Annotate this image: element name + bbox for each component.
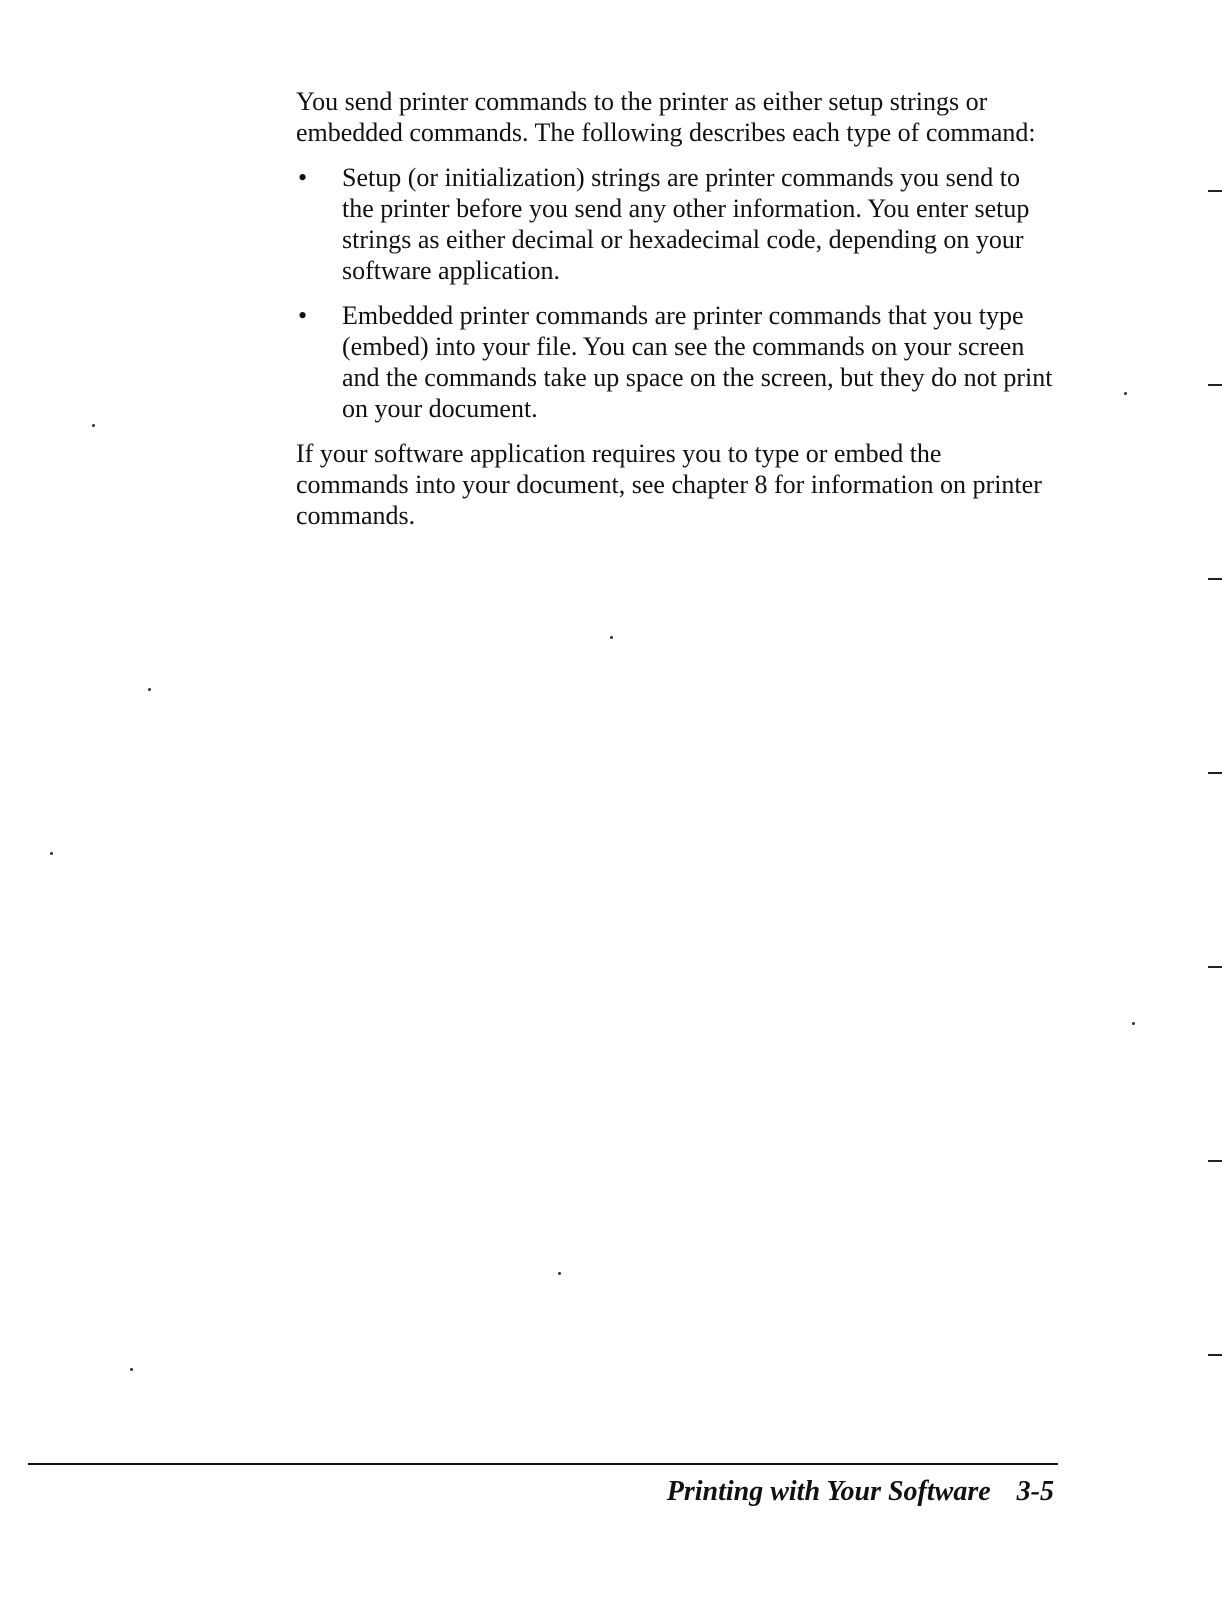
bullet-text-setup-strings: Setup (or initialization) strings are printer commands you send to the printer before you send any other information. You enter setup strings as either decimal or hexadecimal code, depending on your software application.: [342, 163, 1030, 285]
scan-speck: [50, 852, 53, 855]
scan-speck: [1132, 1022, 1135, 1025]
closing-paragraph: If your software application requires you to type or embed the commands into your document, see chapter 8 for information on printer commands.: [296, 439, 1042, 530]
page-number: 3-5: [1016, 1476, 1054, 1507]
margin-tick: [1208, 966, 1222, 968]
intro-paragraph: You send printer commands to the printer as either setup strings or embedded commands. The following describes each type of command:: [296, 87, 1036, 147]
bullet-text-embedded-commands: Embedded printer commands are printer commands that you type (embed) into your file. You can see the commands on your screen and the commands take up space on the screen, but they do not print on your document.: [342, 301, 1053, 423]
scan-speck: [610, 636, 613, 639]
margin-tick: [1208, 384, 1222, 386]
command-type-list: [296, 162, 1056, 424]
margin-tick: [1208, 578, 1222, 580]
scan-speck: [148, 688, 151, 691]
page-footer: [667, 1476, 1054, 1508]
scan-speck: [558, 1272, 561, 1275]
bullet-icon: •: [298, 163, 308, 192]
scan-speck: [92, 424, 95, 427]
list-item: [296, 300, 1056, 424]
scan-speck: [1124, 392, 1127, 395]
bullet-icon: •: [298, 301, 308, 330]
margin-tick: [1208, 772, 1222, 774]
margin-tick: [1208, 1160, 1222, 1162]
footer-chapter-title: Printing with Your Software: [666, 1476, 991, 1507]
body-text: [296, 86, 1056, 545]
margin-tick: [1208, 190, 1222, 192]
list-item: [296, 162, 1056, 286]
footer-divider: [28, 1463, 1058, 1465]
scan-speck: [130, 1368, 133, 1371]
margin-tick: [1208, 1354, 1222, 1356]
